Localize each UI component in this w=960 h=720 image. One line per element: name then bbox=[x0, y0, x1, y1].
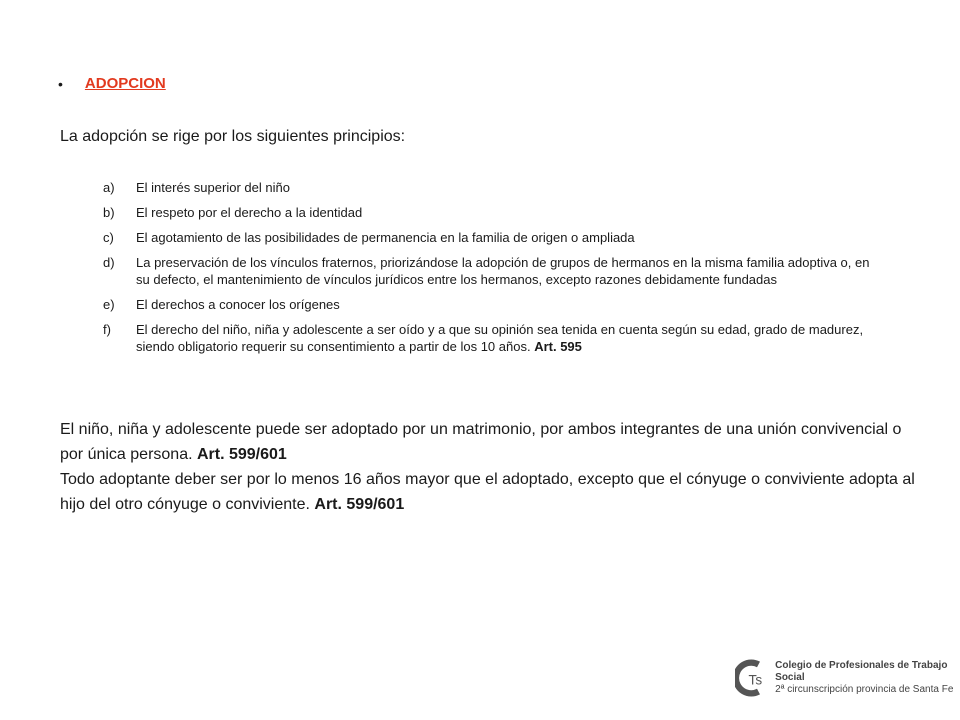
list-item bbox=[103, 179, 883, 196]
list-item bbox=[103, 321, 883, 355]
body-paragraph bbox=[60, 417, 920, 517]
list-text: El derechos a conocer los orígenes bbox=[136, 297, 340, 312]
list-marker: d) bbox=[103, 255, 115, 270]
logo-line-2: 2ª circunscripción provincia de Santa Fe bbox=[775, 684, 954, 695]
list-marker: e) bbox=[103, 297, 115, 312]
article-reference: Art. 599/601 bbox=[196, 446, 287, 463]
list-item bbox=[103, 204, 883, 221]
logo-mark-text: Ts bbox=[748, 672, 763, 688]
paragraph-text-1: El niño, niña y adolescente puede ser adoptado por un matrimonio, por ambos integrantes de una unión convivencial o por única persona. bbox=[60, 421, 902, 463]
list-text: El interés superior del niño bbox=[136, 180, 290, 195]
list-item bbox=[103, 254, 883, 288]
list-text: El agotamiento de las posibilidades de permanencia en la familia de origen o ampliada bbox=[136, 230, 635, 245]
principles-list bbox=[103, 179, 883, 363]
section-title: ADOPCION bbox=[84, 75, 166, 92]
bullet: • bbox=[58, 76, 63, 92]
list-item bbox=[103, 296, 883, 313]
list-marker: c) bbox=[103, 230, 114, 245]
paragraph-text-2: Todo adoptante deber ser por lo menos 16 años mayor que el adoptado, excepto que el cónyuge o conviviente adopta al hijo del otro cónyuge o conviviente. bbox=[60, 471, 915, 513]
list-marker: f) bbox=[103, 322, 111, 337]
logo-line-1: Colegio de Profesionales de Trabajo Social bbox=[775, 660, 948, 683]
list-text: El derecho del niño, niña y adolescente a ser oído y a que su opinión sea tenida en cuenta según su edad, grado de madurez, siendo obligatorio requerir su consentimiento a partir de los 10 años. Art. 595 bbox=[136, 322, 864, 354]
list-marker: b) bbox=[103, 205, 115, 220]
list-item bbox=[103, 229, 883, 246]
logo-text bbox=[775, 660, 960, 696]
article-reference: Art. 599/601 bbox=[314, 496, 405, 513]
organization-logo bbox=[735, 655, 960, 701]
article-reference: Art. 595 bbox=[534, 339, 582, 354]
section-heading-row bbox=[58, 74, 166, 94]
list-text: La preservación de los vínculos fraternos, priorizándose la adopción de grupos de hermanos en la misma familia adoptiva o, en su defecto, el mantenimiento de vínculos jurídicos entre los hermanos, excepto razones debidamente fundadas bbox=[136, 255, 870, 287]
logo-mark-icon bbox=[735, 655, 771, 701]
list-marker: a) bbox=[103, 180, 115, 195]
list-text: El respeto por el derecho a la identidad bbox=[136, 205, 363, 220]
intro-text: La adopción se rige por los siguientes principios: bbox=[60, 128, 406, 145]
